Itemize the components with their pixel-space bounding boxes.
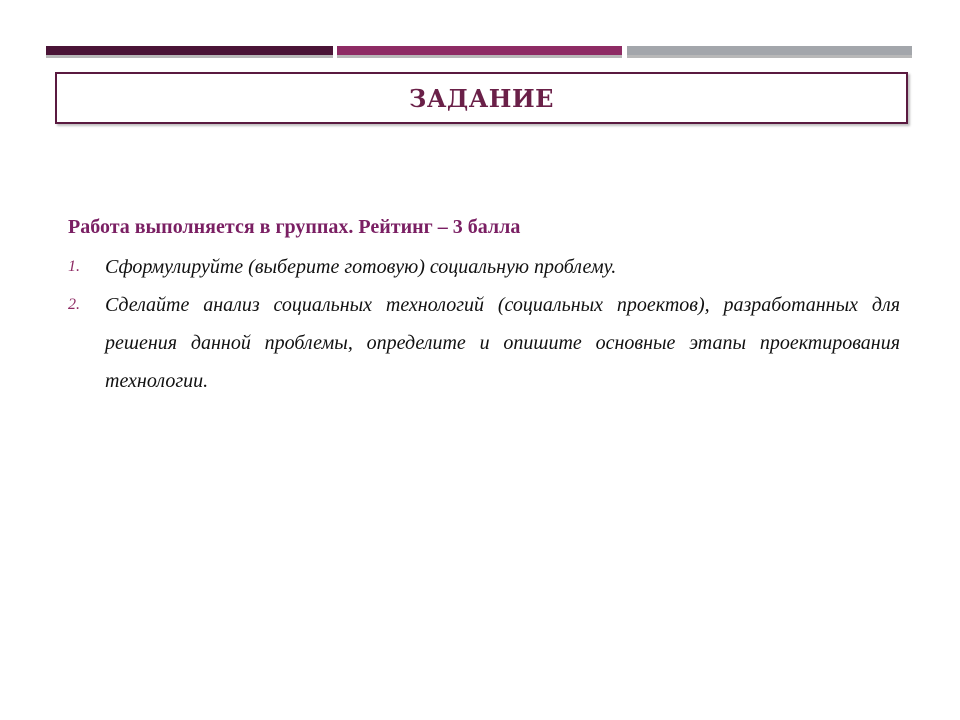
decorative-stripe-gray (627, 46, 912, 58)
task-list (68, 248, 900, 400)
task-item-1 (68, 248, 900, 286)
task-heading: Работа выполняется в группах. Рейтинг – 3 балла (68, 216, 521, 238)
task-number: 1. (68, 258, 80, 275)
title-box (55, 72, 908, 124)
decorative-stripe-dark (46, 46, 333, 58)
task-text: Сформулируйте (выберите готовую) социальную проблему. (105, 256, 617, 278)
task-number: 2. (68, 296, 80, 313)
decorative-stripe-magenta (337, 46, 622, 58)
task-item-2 (68, 286, 900, 400)
task-text: Сделайте анализ социальных технологий (социальных проектов), разработанных для решения данной проблемы, определите и опишите основные этапы проектирования технологии. (105, 294, 900, 392)
slide-title: ЗАДАНИЕ (409, 83, 554, 113)
slide-content (68, 212, 900, 400)
